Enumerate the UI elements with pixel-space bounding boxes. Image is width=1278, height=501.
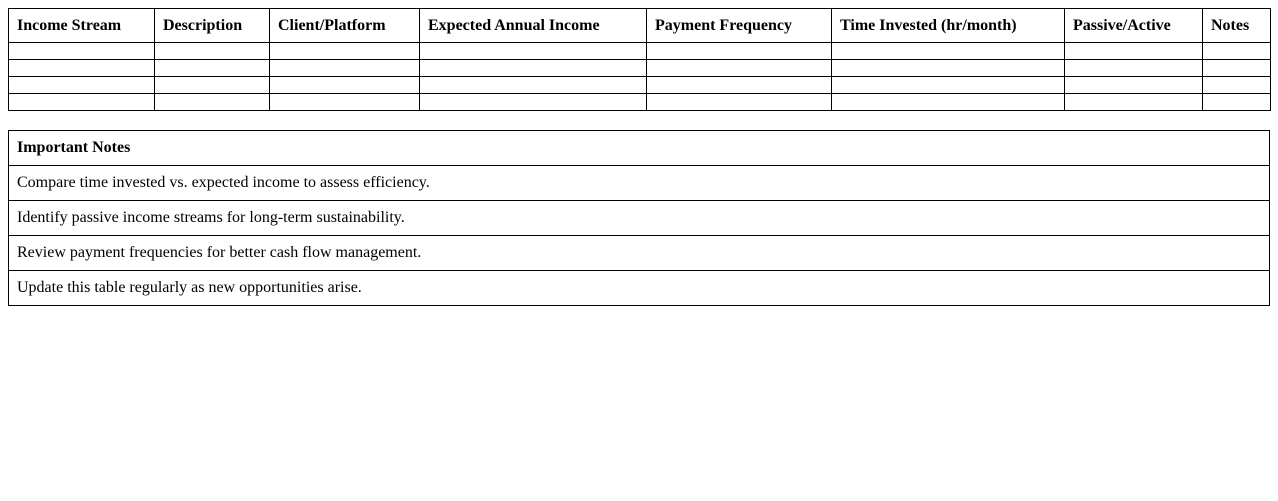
- table-cell: [1203, 77, 1271, 94]
- note-text: Compare time invested vs. expected income to assess efficiency.: [9, 166, 1270, 201]
- table-cell: [647, 43, 832, 60]
- table-cell: [832, 60, 1065, 77]
- table-cell: [1065, 43, 1203, 60]
- table-row: [9, 43, 1271, 60]
- table-cell: [155, 43, 270, 60]
- column-header-payment-frequency: Payment Frequency: [647, 9, 832, 43]
- table-cell: [9, 77, 155, 94]
- column-header-income-stream: Income Stream: [9, 9, 155, 43]
- table-cell: [647, 94, 832, 111]
- table-cell: [647, 77, 832, 94]
- table-cell: [1065, 94, 1203, 111]
- table-cell: [155, 60, 270, 77]
- column-header-notes: Notes: [1203, 9, 1271, 43]
- table-cell: [1203, 94, 1271, 111]
- table-cell: [1203, 43, 1271, 60]
- note-text: Identify passive income streams for long-term sustainability.: [9, 201, 1270, 236]
- table-cell: [420, 60, 647, 77]
- column-header-expected-annual-income: Expected Annual Income: [420, 9, 647, 43]
- notes-header-row: [9, 131, 1270, 166]
- table-row: [9, 94, 1271, 111]
- income-streams-table: [8, 8, 1271, 111]
- column-header-time-invested: Time Invested (hr/month): [832, 9, 1065, 43]
- notes-title: Important Notes: [9, 131, 1270, 166]
- table-cell: [832, 94, 1065, 111]
- table-cell: [270, 60, 420, 77]
- note-text: Review payment frequencies for better cash flow management.: [9, 236, 1270, 271]
- table-row: [9, 77, 1271, 94]
- note-text: Update this table regularly as new opportunities arise.: [9, 271, 1270, 306]
- table-cell: [9, 94, 155, 111]
- list-item: [9, 201, 1270, 236]
- column-header-client-platform: Client/Platform: [270, 9, 420, 43]
- table-cell: [9, 60, 155, 77]
- table-cell: [647, 60, 832, 77]
- table-row: [9, 60, 1271, 77]
- table-cell: [270, 43, 420, 60]
- table-cell: [832, 77, 1065, 94]
- list-item: [9, 166, 1270, 201]
- table-cell: [1065, 60, 1203, 77]
- table-cell: [270, 94, 420, 111]
- table-cell: [270, 77, 420, 94]
- table-cell: [832, 43, 1065, 60]
- table-cell: [420, 94, 647, 111]
- list-item: [9, 236, 1270, 271]
- list-item: [9, 271, 1270, 306]
- column-header-passive-active: Passive/Active: [1065, 9, 1203, 43]
- table-cell: [9, 43, 155, 60]
- table-cell: [420, 77, 647, 94]
- table-header-row: [9, 9, 1271, 43]
- important-notes-table: [8, 130, 1270, 306]
- column-header-description: Description: [155, 9, 270, 43]
- table-cell: [1065, 77, 1203, 94]
- table-cell: [1203, 60, 1271, 77]
- table-cell: [155, 77, 270, 94]
- table-cell: [420, 43, 647, 60]
- table-cell: [155, 94, 270, 111]
